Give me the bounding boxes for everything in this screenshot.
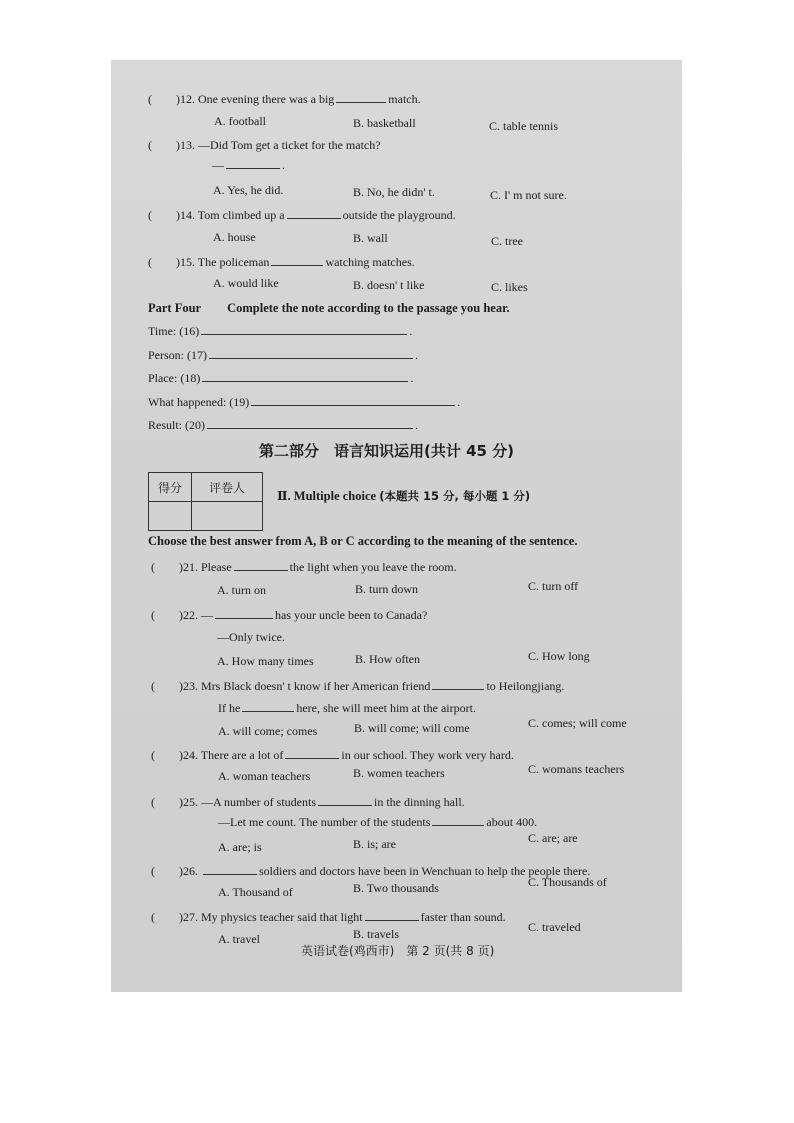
question-26 — [151, 862, 590, 879]
question-text: My physics teacher said that light — [201, 910, 363, 924]
question-text: Please — [201, 560, 232, 574]
answer-blank — [365, 919, 419, 921]
question-23-line-2 — [218, 701, 476, 716]
question-text: There are a lot of — [200, 748, 284, 762]
note-label: Person: (17) — [148, 348, 207, 362]
note-label: Place: (18) — [148, 371, 201, 385]
option-c: C. comes; will come — [528, 716, 627, 730]
question-text: —Let me count. The number of the students — [218, 815, 431, 829]
option-b: B. doesn' t like — [353, 278, 425, 292]
answer-blank — [234, 569, 288, 571]
answer-blank — [201, 333, 407, 335]
question-number: ( )13. — [148, 138, 195, 152]
option-a: A. football — [214, 114, 266, 128]
exam-page — [111, 60, 682, 992]
question-text-end: watching matches. — [325, 255, 415, 269]
option-a: A. How many times — [217, 654, 314, 668]
answer-blank — [226, 167, 280, 169]
question-23 — [151, 677, 564, 694]
option-c: C. womans teachers — [528, 762, 625, 776]
note-time: Time: (16) . — [148, 324, 413, 338]
question-text: The policeman — [197, 255, 270, 269]
part-instruction: Complete the note according to the passage you hear. — [227, 301, 510, 315]
question-number: ( )22. — [151, 608, 198, 622]
question-number: ( )24. — [151, 748, 198, 762]
question-25-line-2 — [218, 815, 537, 830]
note-result: Result: (20) . — [148, 418, 418, 432]
question-13 — [148, 136, 381, 153]
question-dash: — — [201, 608, 213, 622]
option-c: C. turn off — [528, 579, 579, 593]
option-c: C. tree — [491, 234, 523, 248]
option-b: B. How often — [355, 652, 420, 666]
question-text-end: has your uncle been to Canada? — [275, 608, 428, 622]
note-label: Result: (20) — [148, 418, 205, 432]
question-27 — [151, 908, 506, 925]
option-b: B. turn down — [355, 582, 418, 596]
question-number: ( )25. — [151, 795, 198, 809]
question-text-end: here, she will meet him at the airport. — [296, 701, 476, 715]
option-b: B. wall — [353, 231, 388, 245]
option-b: B. travels — [353, 927, 399, 941]
question-number: ( )14. — [148, 208, 195, 222]
score-table — [148, 472, 263, 531]
question-text-end: match. — [388, 92, 421, 106]
option-a: A. are; is — [218, 840, 262, 854]
option-c: C. Thousands of — [528, 875, 607, 889]
note-label: Time: (16) — [148, 324, 200, 338]
option-a: A. would like — [213, 276, 279, 290]
question-text-end: to Heilongjiang. — [486, 679, 565, 693]
answer-blank — [336, 101, 386, 103]
instruction-two: Choose the best answer from A, B or C according to the meaning of the sentence. — [148, 534, 578, 548]
page-footer: 英语试卷(鸡西市) 第 2 页(共 8 页) — [301, 944, 495, 958]
question-text: —A number of students — [201, 795, 316, 809]
answer-blank — [285, 757, 339, 759]
option-b: B. No, he didn' t. — [353, 185, 435, 199]
question-text-end: outside the playground. — [342, 208, 456, 222]
question-text-end: the light when you leave the room. — [289, 560, 457, 574]
option-b: B. Two thousands — [353, 881, 439, 895]
option-c: C. How long — [528, 649, 590, 663]
question-number: ( )23. — [151, 679, 198, 693]
answer-blank — [271, 264, 323, 266]
note-place: Place: (18) . — [148, 371, 414, 385]
question-text-end: soldiers and doctors have been in Wenchuan to help the people there. — [259, 864, 591, 878]
heading-note: (本题共 15 分, 每小题 1 分) — [379, 489, 531, 503]
option-b: B. basketball — [353, 116, 416, 130]
question-text: If he — [218, 701, 241, 715]
option-a: A. turn on — [217, 583, 266, 597]
question-22 — [151, 606, 427, 623]
option-b: B. is; are — [353, 837, 396, 851]
question-text-end: in the dinning hall. — [374, 795, 465, 809]
answer-blank — [203, 873, 257, 875]
question-text-end: about 400. — [486, 815, 538, 829]
question-24 — [151, 746, 514, 763]
option-a: A. Thousand of — [218, 885, 293, 899]
question-text: —Did Tom get a ticket for the match? — [198, 138, 381, 152]
answer-blank — [251, 404, 455, 406]
grader-cell[interactable] — [192, 502, 263, 531]
reply-line: —Only twice. — [217, 630, 285, 644]
answer-blank — [242, 710, 294, 712]
option-a: A. Yes, he did. — [213, 183, 284, 197]
answer-blank — [287, 217, 341, 219]
question-text-end: faster than sound. — [420, 910, 506, 924]
answer-blank — [318, 804, 372, 806]
score-label: 得分 — [149, 473, 192, 502]
multiple-choice-heading — [277, 488, 530, 504]
option-b: B. will come; will come — [354, 721, 470, 735]
question-15 — [148, 253, 415, 270]
section-two-title: 第二部分 语言知识运用(共计 45 分) — [259, 442, 515, 460]
question-21 — [151, 558, 457, 575]
option-a: A. house — [213, 230, 256, 244]
answer-blank — [207, 427, 413, 429]
option-a: A. will come; comes — [218, 724, 318, 738]
question-text-end: in our school. They work very hard. — [341, 748, 514, 762]
roman-numeral: Ⅱ. — [277, 489, 291, 503]
question-number: ( )15. — [148, 255, 195, 269]
question-text: Mrs Black doesn' t know if her American friend — [201, 679, 431, 693]
question-25 — [151, 793, 465, 810]
grader-label: 评卷人 — [192, 473, 263, 502]
option-b: B. women teachers — [353, 766, 445, 780]
reply-dash: — — [212, 158, 224, 172]
option-c: C. are; are — [528, 831, 578, 845]
part-four-heading — [148, 301, 510, 316]
option-c: C. I' m not sure. — [490, 188, 567, 202]
score-cell[interactable] — [149, 502, 192, 531]
question-number: ( )21. — [151, 560, 198, 574]
option-c: C. likes — [491, 280, 528, 294]
reply-line: — . — [212, 158, 285, 172]
answer-blank — [209, 357, 413, 359]
question-number: ( )27. — [151, 910, 198, 924]
heading-text: Multiple choice — [293, 489, 377, 503]
note-label: What happened: (19) — [148, 395, 250, 409]
part-label: Part Four — [148, 301, 202, 315]
answer-blank — [215, 617, 273, 619]
note-what-happened: What happened: (19) . — [148, 395, 461, 409]
question-number: ( )12. — [148, 92, 195, 106]
question-12 — [148, 90, 421, 107]
question-text: Tom climbed up a — [197, 208, 285, 222]
note-person: Person: (17) . — [148, 348, 418, 362]
question-text: One evening there was a big — [198, 92, 335, 106]
answer-blank — [432, 688, 484, 690]
option-c: C. traveled — [528, 920, 581, 934]
answer-blank — [432, 824, 484, 826]
question-number: ( )26. — [151, 864, 198, 878]
option-a: A. travel — [218, 932, 260, 946]
option-a: A. woman teachers — [218, 769, 311, 783]
option-c: C. table tennis — [489, 119, 558, 133]
answer-blank — [202, 380, 408, 382]
question-14 — [148, 206, 456, 223]
